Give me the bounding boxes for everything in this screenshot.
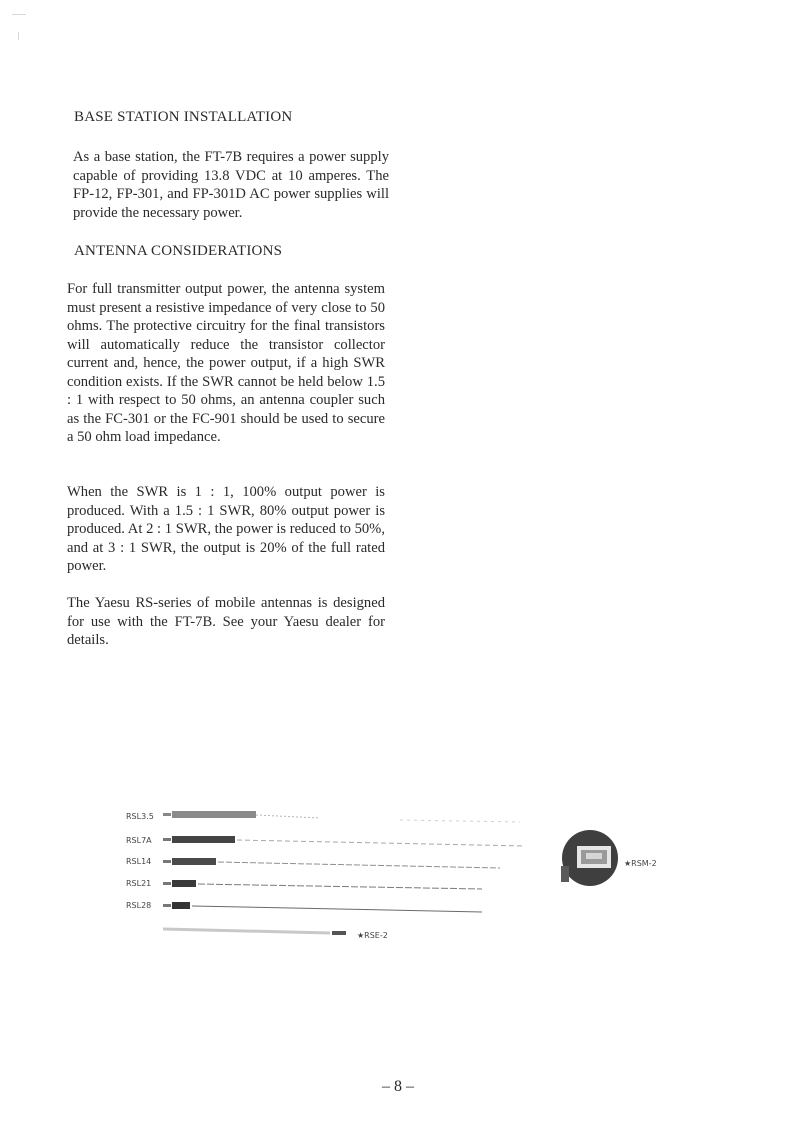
rse-extension-rod	[163, 929, 330, 933]
label-rsl3-5: RSL3.5	[126, 812, 154, 821]
paragraph-base-station: As a base station, the FT-7B requires a power supply capable of providing 13.8 VDC at 10 amperes. The FP-12, FP-301, and FP-301D AC power supplies will provide the necessary power.	[73, 149, 389, 221]
label-rsm-2: ★RSM-2	[624, 859, 657, 868]
rse-extension-tip	[332, 931, 346, 935]
label-rse-2: ★RSE-2	[357, 931, 388, 940]
label-rsl28: RSL28	[126, 901, 152, 910]
paragraph-swr-power: When the SWR is 1 : 1, 100% output power is produced. With a 1.5 : 1 SWR, 80% output power is produced. At 2 : 1 SWR, the power is reduced to 50%, and at 3 : 1 SWR, the output is 20% of the full rated power.	[67, 484, 385, 574]
antenna-base-rsl28	[163, 904, 171, 907]
section-heading-base-station: BASE STATION INSTALLATION	[74, 109, 293, 125]
antenna-coil-rsl3-5	[172, 811, 256, 818]
label-rsl21: RSL21	[126, 879, 152, 888]
label-rsl7a: RSL7A	[126, 836, 152, 845]
antenna-whip-rsl21	[198, 884, 482, 889]
antenna-coil-rsl28	[172, 902, 190, 909]
label-rsl14: RSL14	[126, 857, 152, 866]
antenna-whip-rsl14	[218, 862, 500, 868]
antenna-whip-ext-rsl3-5	[400, 820, 520, 822]
antenna-coil-rsl14	[172, 858, 216, 865]
antenna-whip-rsl28	[192, 906, 482, 912]
antenna-base-rsl21	[163, 882, 171, 885]
rsm-2-mount	[561, 830, 618, 886]
antenna-whip-rsl3-5	[256, 815, 320, 818]
antenna-whip-rsl7a	[237, 840, 525, 846]
section-heading-antenna: ANTENNA CONSIDERATIONS	[74, 243, 283, 259]
page-number: – 8 –	[382, 1078, 414, 1095]
antenna-base-rsl3-5	[163, 813, 171, 816]
antenna-base-rsl14	[163, 860, 171, 863]
antenna-coil-rsl21	[172, 880, 196, 887]
antenna-base-rsl7a	[163, 838, 171, 841]
paragraph-antenna-impedance: For full transmitter output power, the antenna system must present a resistive impedance of very close to 50 ohms. The protective circuitry for the final transistors will automatically reduce the transistor collector current and, hence, the power output, if a high SWR condition exists. If the SWR cannot be held below 1.5 : 1 with respect to 50 ohms, an antenna coupler such as the FC-301 or the FC-901 should be used to secure a 50 ohm load impedance.	[67, 281, 385, 445]
antenna-coil-rsl7a	[172, 836, 235, 843]
paragraph-rs-series: The Yaesu RS-series of mobile antennas is designed for use with the FT-7B. See your Yaesu dealer for details.	[67, 595, 385, 648]
